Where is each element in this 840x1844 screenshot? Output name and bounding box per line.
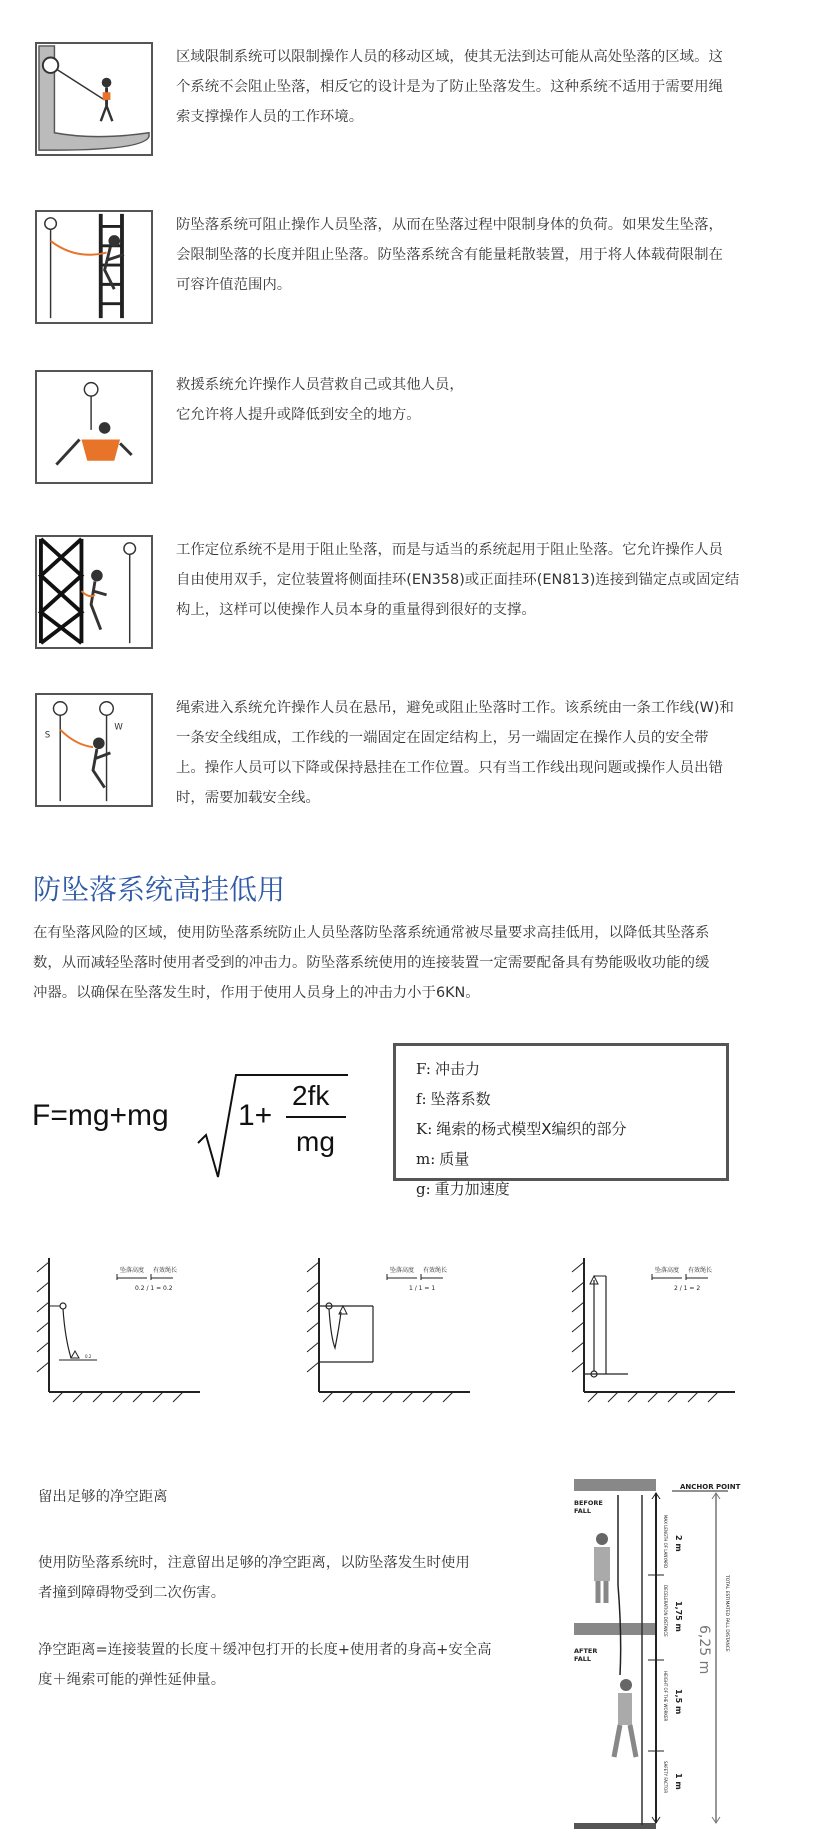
anchor-beam: [574, 1479, 656, 1491]
restraint-system-icon: [35, 42, 153, 156]
fall-factor-diagram-2: [570, 1258, 770, 1408]
safety-line-label: S: [44, 730, 51, 741]
svg-text:HEIGHT OF THE WORKER: HEIGHT OF THE WORKER: [663, 1671, 668, 1722]
svg-text:FALL: FALL: [574, 1655, 592, 1663]
formula-one-plus: 1+: [238, 1099, 273, 1132]
system-restraint-text: 区域限制系统可以限制操作人员的移动区域，使其无法到达可能从高处坠落的区域。这 个系统不会阻止坠落，相反它的设计是为了防止坠落发生。这种系统不适用于需要用绳 索支撑操作人员的工作环境。: [176, 49, 723, 125]
svg-text:AFTER: AFTER: [574, 1647, 598, 1655]
rescue-system-icon: [35, 370, 153, 484]
svg-text:SAFETY FACTOR: SAFETY FACTOR: [663, 1761, 668, 1794]
svg-text:MAX LENGTH OF LANYARD: MAX LENGTH OF LANYARD: [663, 1515, 668, 1569]
fall-factor-diagram-0-2: [35, 1258, 235, 1408]
section-title: 防坠落系统高挂低用: [33, 873, 286, 906]
effective-length-label: 有效绳长: [153, 1267, 178, 1274]
clearance-title: 留出足够的净空距离: [38, 1489, 168, 1505]
legend-row: K: 绳索的杨式模型X编织的部分: [416, 1120, 627, 1138]
fall-factor-calc: 2 / 1 = 2: [674, 1285, 701, 1292]
effective-length-label: 有效绳长: [688, 1267, 713, 1274]
system-fall-arrest-text: 防坠落系统可阻止操作人员坠落，从而在坠落过程中限制身体的负荷。如果发生坠落， 会限制坠落的长度并阻止坠落。防坠落系统含有能量耗散装置，用于将人体载荷限制在 可容许值范围内。: [176, 217, 723, 293]
intermediate-beam: [574, 1623, 656, 1635]
effective-length-label: 有效绳长: [423, 1267, 448, 1274]
fall-height-label: 坠落高度: [120, 1267, 145, 1274]
fall-arrest-system-icon: [35, 210, 153, 324]
anchor-point-label: ANCHOR POINT: [680, 1483, 741, 1491]
worker-height-value: 1,5 m: [674, 1689, 683, 1715]
clearance-distance-figure: [568, 1475, 748, 1835]
system-rescue-text: 救援系统允许操作人员营救自己或其他人员， 它允许将人提升或降低到安全的地方。: [176, 377, 464, 423]
formula-left: F=mg+mg: [32, 1099, 169, 1132]
clearance-paragraph-1: 使用防坠落系统时，注意留出足够的净空距离，以防坠落发生时使用 者撞到障碍物受到二次伤害。: [38, 1555, 470, 1601]
formula-numerator: 2fk: [292, 1080, 330, 1111]
fall-height-label: 坠落高度: [390, 1267, 415, 1274]
fall-factor-calc: 1 / 1 = 1: [409, 1285, 436, 1292]
work-positioning-icon: [35, 535, 153, 649]
system-work-positioning-text: 工作定位系统不是用于阻止坠落，而是与适当的系统起用于阻止坠落。它允许操作人员 自由使用双手，定位装置将侧面挂环(EN358)或正面挂环(EN813)连接到锚定点或固定结 构上，这样可以使操作人员本身的重量得到很好的支撑。: [176, 542, 740, 618]
svg-text:DECELERATION DISTANCE: DECELERATION DISTANCE: [663, 1585, 668, 1637]
legend-row: m: 质量: [416, 1150, 470, 1168]
worker-before-fall: [596, 1533, 608, 1545]
rope-access-icon: [35, 693, 153, 807]
fall-height-label: 坠落高度: [655, 1267, 680, 1274]
deceleration-value: 1,75 m: [674, 1601, 683, 1632]
section-intro: 在有坠落风险的区域，使用防坠落系统防止人员坠落防坠落系统通常被尽量要求高挂低用，以降低其坠落系 数，从而减轻坠落时使用者受到的冲击力。防坠落系统使用的连接装置一定需要配备具有势能吸收功能的缓 冲器。以确保在坠落发生时，作用于使用人员身上的冲击力小于6KN。: [33, 925, 710, 1001]
svg-text:BEFORE: BEFORE: [574, 1499, 603, 1507]
system-rope-access-text: 绳索进入系统允许操作人员在悬吊，避免或阻止坠落时工作。该系统由一条工作线(W)和 一条安全线组成，工作线的一端固定在固定结构上，另一端固定在操作人员的安全带 上。操作人员可以下降或保持悬挂在工作位置。只有当工作线出现问题或操作人员出错 时，需要加载安全线。: [176, 700, 734, 806]
lanyard-length-value: 2 m: [674, 1535, 683, 1552]
impact-force-formula: [30, 1065, 360, 1185]
svg-text:FALL: FALL: [574, 1507, 592, 1515]
fall-factor-calc: 0.2 / 1 = 0.2: [135, 1285, 173, 1292]
ground: [574, 1823, 656, 1829]
fall-factor-diagram-1: [305, 1258, 505, 1408]
legend-row: g: 重力加速度: [416, 1180, 510, 1198]
safety-factor-value: 1 m: [674, 1773, 683, 1790]
svg-text:TOTAL ESTIMATED FALL DISTANCE: TOTAL ESTIMATED FALL DISTANCE: [724, 1575, 729, 1652]
clearance-paragraph-2: 净空距离=连接装置的长度＋缓冲包打开的长度+使用者的身高+安全高 度＋绳索可能的弹性延伸量。: [38, 1642, 492, 1688]
work-line-label: W: [114, 722, 123, 733]
legend-row: f: 坠落系数: [416, 1090, 491, 1108]
svg-text:0.2: 0.2: [85, 1354, 92, 1359]
formula-legend: [393, 1043, 729, 1198]
total-fall-distance-value: 6,25 m: [696, 1625, 712, 1675]
legend-row: F: 冲击力: [416, 1060, 480, 1078]
worker-after-fall: [620, 1679, 632, 1691]
formula-denominator: mg: [296, 1126, 335, 1157]
